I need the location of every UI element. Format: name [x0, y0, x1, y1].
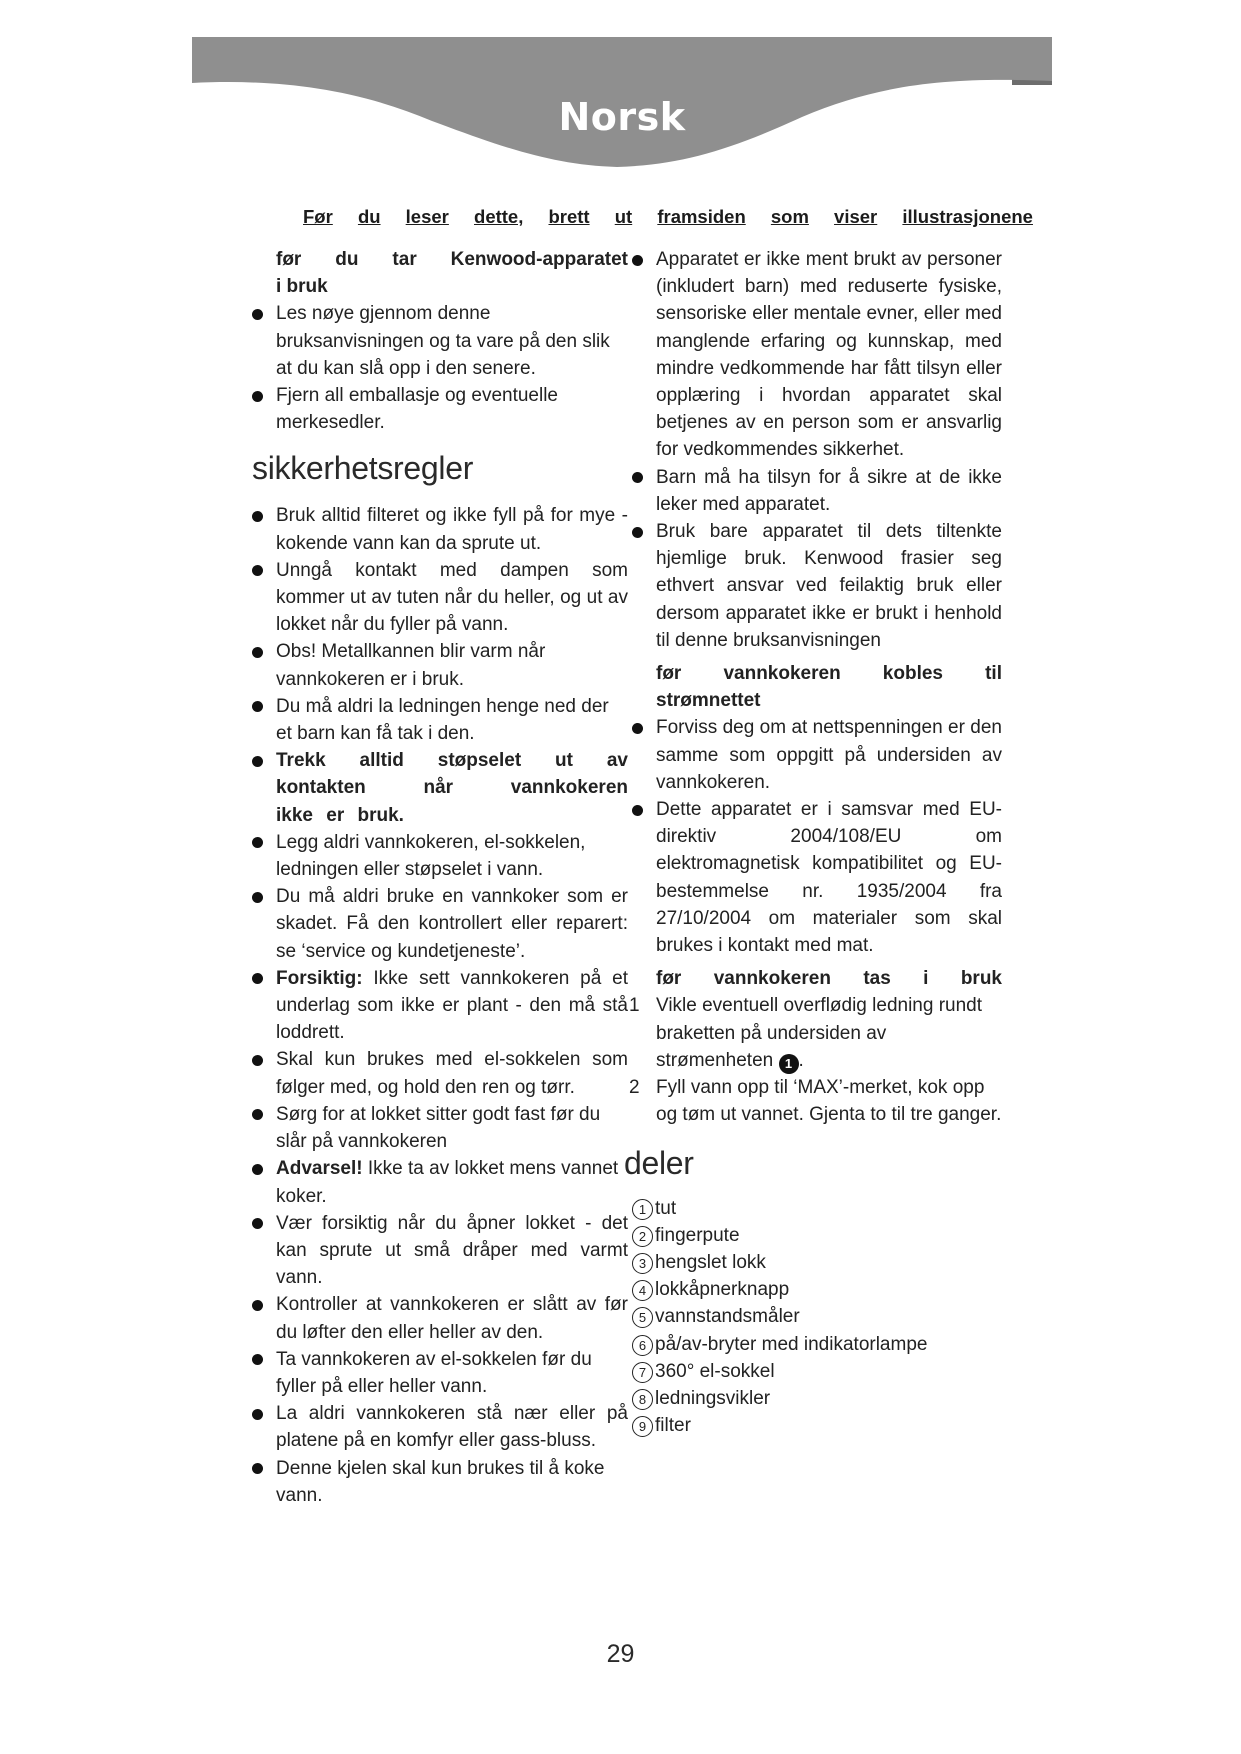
caution-text: Ikke sett vannkokeren på et underlag som ikke er plant - den må stå loddrett.: [276, 967, 628, 1044]
list-item: Bruk bare apparatet til dets tiltenkte hjemlige bruk. Kenwood frasier seg ethvert ansvar ved feilaktig bruk eller dersom apparatet ikke er brukt i henhold til denne bruksanvisningen: [632, 518, 1002, 654]
step-item: [629, 1074, 1002, 1128]
part-number: 7: [632, 1362, 653, 1383]
list-item: Dette apparatet er i samsvar med EU-direktiv 2004/108/EU om elektromagnetisk kompatibilitet og EU-bestemmelse nr. 1935/2004 fra 27/10/2004 om materialer som skal brukes i kontakt med mat.: [632, 796, 1002, 959]
list-item-bold: [252, 747, 628, 829]
warning-text: Ikke ta av lokket mens vannet koker.: [276, 1158, 619, 1207]
warning-label: Advarsel!: [276, 1158, 363, 1180]
part-item: [632, 1222, 1002, 1249]
page-title: Norsk: [558, 95, 686, 139]
list-item: Fjern all emballasje og eventuelle merkesedler.: [252, 382, 628, 436]
note-word: som: [770, 206, 809, 227]
part-label: lokkåpnerknapp: [655, 1279, 790, 1301]
list-item: Skal kun brukes med el-sokkelen som følger med, og hold den ren og tørr.: [252, 1046, 628, 1100]
part-item: [632, 1412, 1002, 1439]
step-text: Vikle eventuell overflødig ledning rundt braketten på undersiden av strømenheten: [656, 995, 983, 1071]
part-item: [632, 1385, 1002, 1412]
list-item: Barn må ha tilsyn for å sikre at de ikke leker med apparatet.: [632, 464, 1002, 518]
list-item: Les nøye gjennom denne bruksanvisningen og ta vare på den slik at du kan slå opp i den senere.: [252, 300, 628, 382]
list-item: Kontroller at vannkokeren er slått av før du løfter den eller heller av den.: [252, 1291, 628, 1345]
step-text: Fyll vann opp til ‘MAX’-merket, kok opp og tøm ut vannet. Gjenta to til tre ganger.: [656, 1077, 1002, 1126]
safety-heading: sikkerhetsregler: [252, 450, 474, 487]
part-item: [632, 1276, 1002, 1303]
part-item: [632, 1358, 1002, 1385]
part-number: 5: [632, 1307, 653, 1328]
part-number: 2: [632, 1226, 653, 1247]
first-use-steps: [629, 992, 1002, 1128]
part-number: 9: [632, 1416, 653, 1437]
first-use-heading: før vannkokeren tas i bruk: [656, 968, 1002, 990]
note-word: framsiden: [657, 206, 746, 227]
list-item: Sørg for at lokket sitter godt fast før du slår på vannkokeren: [252, 1101, 628, 1155]
foldout-note: [303, 206, 1033, 228]
step-number: 2: [629, 1077, 640, 1099]
before-use-heading: før du tar Kenwood-apparatet: [276, 249, 628, 270]
part-label: vannstandsmåler: [655, 1306, 800, 1328]
page-number: 29: [606, 1640, 635, 1668]
list-item: Du må aldri bruke en vannkoker som er skadet. Få den kontrollert eller reparert: se ‘service og kundetjeneste’.: [252, 883, 628, 965]
left-column: [252, 246, 628, 1509]
before-use-heading-cont: i bruk: [276, 276, 328, 298]
part-item: [632, 1249, 1002, 1276]
safety-list-continued: [632, 246, 1002, 654]
list-item: Ta vannkokeren av el-sokkelen før du fyller på eller heller vann.: [252, 1346, 628, 1400]
part-number: 8: [632, 1389, 653, 1410]
header-banner: [192, 37, 1052, 197]
step-item: [629, 992, 1002, 1074]
note-word: Før: [303, 206, 333, 227]
part-label: på/av-bryter med indikatorlampe: [655, 1333, 928, 1355]
note-word: brett: [548, 206, 590, 227]
part-number: 6: [632, 1335, 653, 1356]
part-number: 4: [632, 1280, 653, 1301]
part-item: [632, 1303, 1002, 1330]
list-item: Denne kjelen skal kun brukes til å koke vann.: [252, 1455, 628, 1509]
part-item: [632, 1331, 1002, 1358]
step-number: 1: [629, 995, 640, 1017]
list-item: [252, 1155, 628, 1209]
part-number: 3: [632, 1253, 653, 1274]
part-label: 360° el-sokkel: [655, 1360, 775, 1382]
figure-ref-badge: 1: [779, 1054, 799, 1074]
part-label: hengslet lokk: [655, 1251, 766, 1273]
list-item: Apparatet er ikke ment brukt av personer (inkludert barn) med reduserte fysiske, sensoriske eller mentale evner, eller med manglende erfaring og kunnskap, med mindre vedkommende har fått tilsyn eller opplæring i hvordan apparatet skal betjenes av en person som er ansvarlig for vedkommendes sikkerhet.: [632, 246, 1002, 464]
part-label: filter: [655, 1415, 691, 1437]
warning-line: ikke er bruk.: [276, 804, 404, 826]
right-column: [624, 246, 1002, 1439]
note-word: dette,: [474, 206, 524, 227]
list-item: Bruk alltid filteret og ikke fyll på for mye - kokende vann kan da sprute ut.: [252, 502, 628, 556]
caution-label: Forsiktig:: [276, 967, 363, 989]
list-item: Unngå kontakt med dampen som kommer ut av tuten når du heller, og ut av lokket når du fyller på vann.: [252, 557, 628, 639]
list-item: Obs! Metallkannen blir varm når vannkokeren er i bruk.: [252, 638, 628, 692]
part-label: ledningsvikler: [655, 1387, 771, 1409]
list-item: Vær forsiktig når du åpner lokket - det kan sprute ut små dråper med varmt vann.: [252, 1210, 628, 1292]
warning-line: kontakten når vannkokeren: [276, 777, 628, 799]
power-list: [632, 714, 1002, 959]
list-item: La aldri vannkokeren stå nær eller på platene på en komfyr eller gass-bluss.: [252, 1400, 628, 1454]
power-heading: før vannkokeren kobles til: [656, 663, 1002, 685]
note-word: leser: [405, 206, 449, 227]
list-item: [252, 965, 628, 1047]
note-word: viser: [834, 206, 878, 227]
parts-list: [632, 1195, 1002, 1440]
safety-list: [252, 502, 628, 1509]
warning-line: Trekk alltid støpselet ut av: [276, 750, 628, 772]
power-heading-cont: strømnettet: [656, 690, 761, 712]
note-word: du: [357, 206, 381, 227]
list-item: Du må aldri la ledningen henge ned der et barn kan få tak i den.: [252, 693, 628, 747]
note-word: ut: [614, 206, 633, 227]
parts-heading: deler: [624, 1144, 694, 1181]
part-number: 1: [632, 1199, 653, 1220]
part-label: tut: [655, 1197, 677, 1219]
step-text-end: .: [798, 1049, 804, 1071]
before-use-list: [252, 300, 628, 436]
note-word: illustrasjonene: [902, 206, 1033, 227]
part-item: [632, 1195, 1002, 1222]
list-item: Legg aldri vannkokeren, el-sokkelen, ledningen eller støpselet i vann.: [252, 829, 628, 883]
list-item: Forviss deg om at nettspenningen er den samme som oppgitt på undersiden av vannkokeren.: [632, 714, 1002, 796]
part-label: fingerpute: [655, 1224, 740, 1246]
